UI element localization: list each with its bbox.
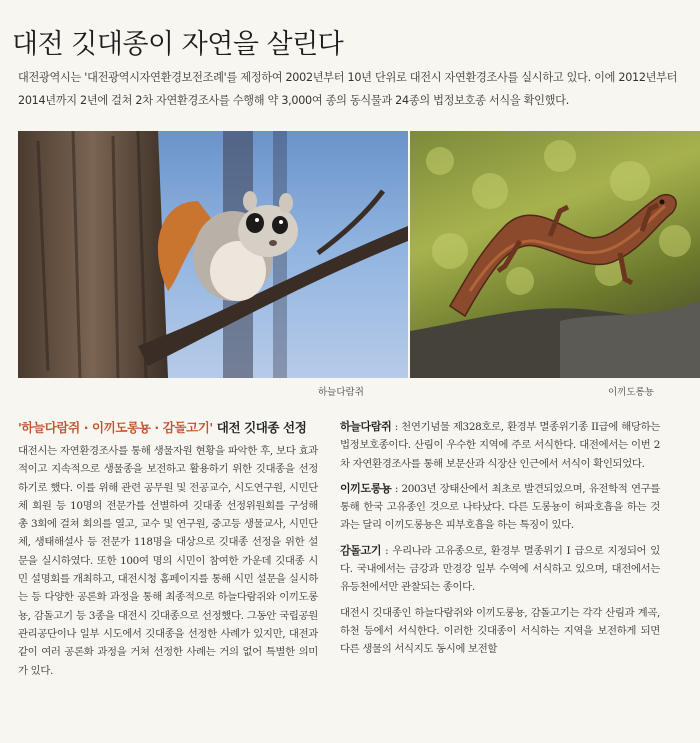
page-title: 대전 깃대종이 자연을 살린다: [12, 29, 344, 61]
flying-squirrel-photo: [18, 131, 408, 378]
flying-squirrel-caption: 하늘다람쥐: [318, 387, 364, 398]
species-name: 이끼도롱뇽: [340, 481, 392, 495]
right-column: [340, 418, 660, 659]
section-heading-species: '하늘다람쥐 · 이끼도롱뇽 · 감돌고기': [18, 420, 213, 435]
intro-paragraph: 대전광역시는 '대전광역시자연환경보전조례'를 제정하여 2002년부터 10년 단위로 대전시 자연환경조사를 실시하고 있다. 이에 2012년부터 2014년까지 2년에 걸쳐 2차 자연환경조사를 수행해 약 3,000여 종의 동식물과 24종의 법정보호종 서식을 확인했다.: [18, 71, 678, 108]
flying-squirrel-illustration: [18, 131, 408, 378]
species-entry-flying-squirrel: [340, 418, 660, 473]
species-description: : 2003년 장태산에서 최초로 발견되었으며, 유전학적 연구를 통해 한국 고유종인 것으로 나타났다. 다른 도롱뇽이 허파호흡을 하는 것과는 달리 이끼도롱뇽은 피부호흡을 하는 특징이 있다.: [340, 482, 660, 532]
species-name: 하늘다람쥐: [340, 420, 392, 433]
closing-paragraph: 대전시 깃대종인 하늘다람쥐와 이끼도롱뇽, 감돌고기는 각각 산림과 계곡, 하천 등에서 서식한다. 이러한 깃대종이 서식하는 지역을 보전하게 되면 다른 생물의 서식지도 동시에 보전할: [340, 606, 660, 656]
left-body-paragraph: 대전시는 자연환경조사를 통해 생물자원 현황을 파악한 후, 보다 효과적이고 지속적으로 생물종을 보전하고 활용하기 위한 깃대종을 선정하기로 했다. 이를 위해 관련 공무원 및 전공교수, 시도연구원, 시민단체 회원 등 10명의 전문가를 선별하여 깃대종 선정위원회를 구성해 총 3회에 걸쳐 회의를 열고, 교수 및 연구원, 중고등 생물교사, 시민단체, 생태해설사 등 전문가 118명을 대상으로 깃대종 선정을 위한 설문을 실시하였다. 또한 100여 명의 시민이 참여한 가운데 깃대종 시민 설명회를 개최하고, 대전시청 홈페이지를 통해 시민 설문을 실시하는 등 다양한 공론화 과정을 통해 최종적으로 하늘다람쥐와 이끼도롱뇽, 감돌고기 등 3종을 대전시 깃대종으로 선정했다. 그동안 국립공원관리공단이나 일부 시도에서 깃대종을 선정한 사례가 있지만, 대전과 같이 여러 공론화 과정을 거쳐 선정한 사례는 거의 없어 특별한 의미가 있다.: [18, 445, 318, 677]
salamander-illustration: [410, 131, 700, 378]
species-name: 감돌고기: [340, 543, 382, 557]
salamander-photo: [410, 131, 700, 378]
section-heading-title: 대전 깃대종 선정: [212, 420, 307, 435]
species-description: : 천연기념물 제328호로, 환경부 멸종위기종 II급에 해당하는 법정보호종이다. 산림이 우수한 지역에 주로 서식한다. 대전에서는 이번 2차 자연환경조사를 통해 보문산과 식장산 인근에서 서식이 확인되었다.: [340, 421, 660, 470]
salamander-caption: 이끼도롱뇽: [608, 387, 654, 398]
species-description: : 우리나라 고유종으로, 환경부 멸종위기 I 급으로 지정되어 있다. 국내에서는 금강과 만경강 일부 수역에 서식하고 있으며, 대전에서는 유등천에서만 관찰되는 종이다.: [340, 544, 660, 594]
species-entry-salamander: [340, 480, 660, 535]
section-heading: [18, 418, 318, 436]
species-entry-gamdolgogi: [340, 542, 660, 597]
left-column: [18, 418, 318, 680]
